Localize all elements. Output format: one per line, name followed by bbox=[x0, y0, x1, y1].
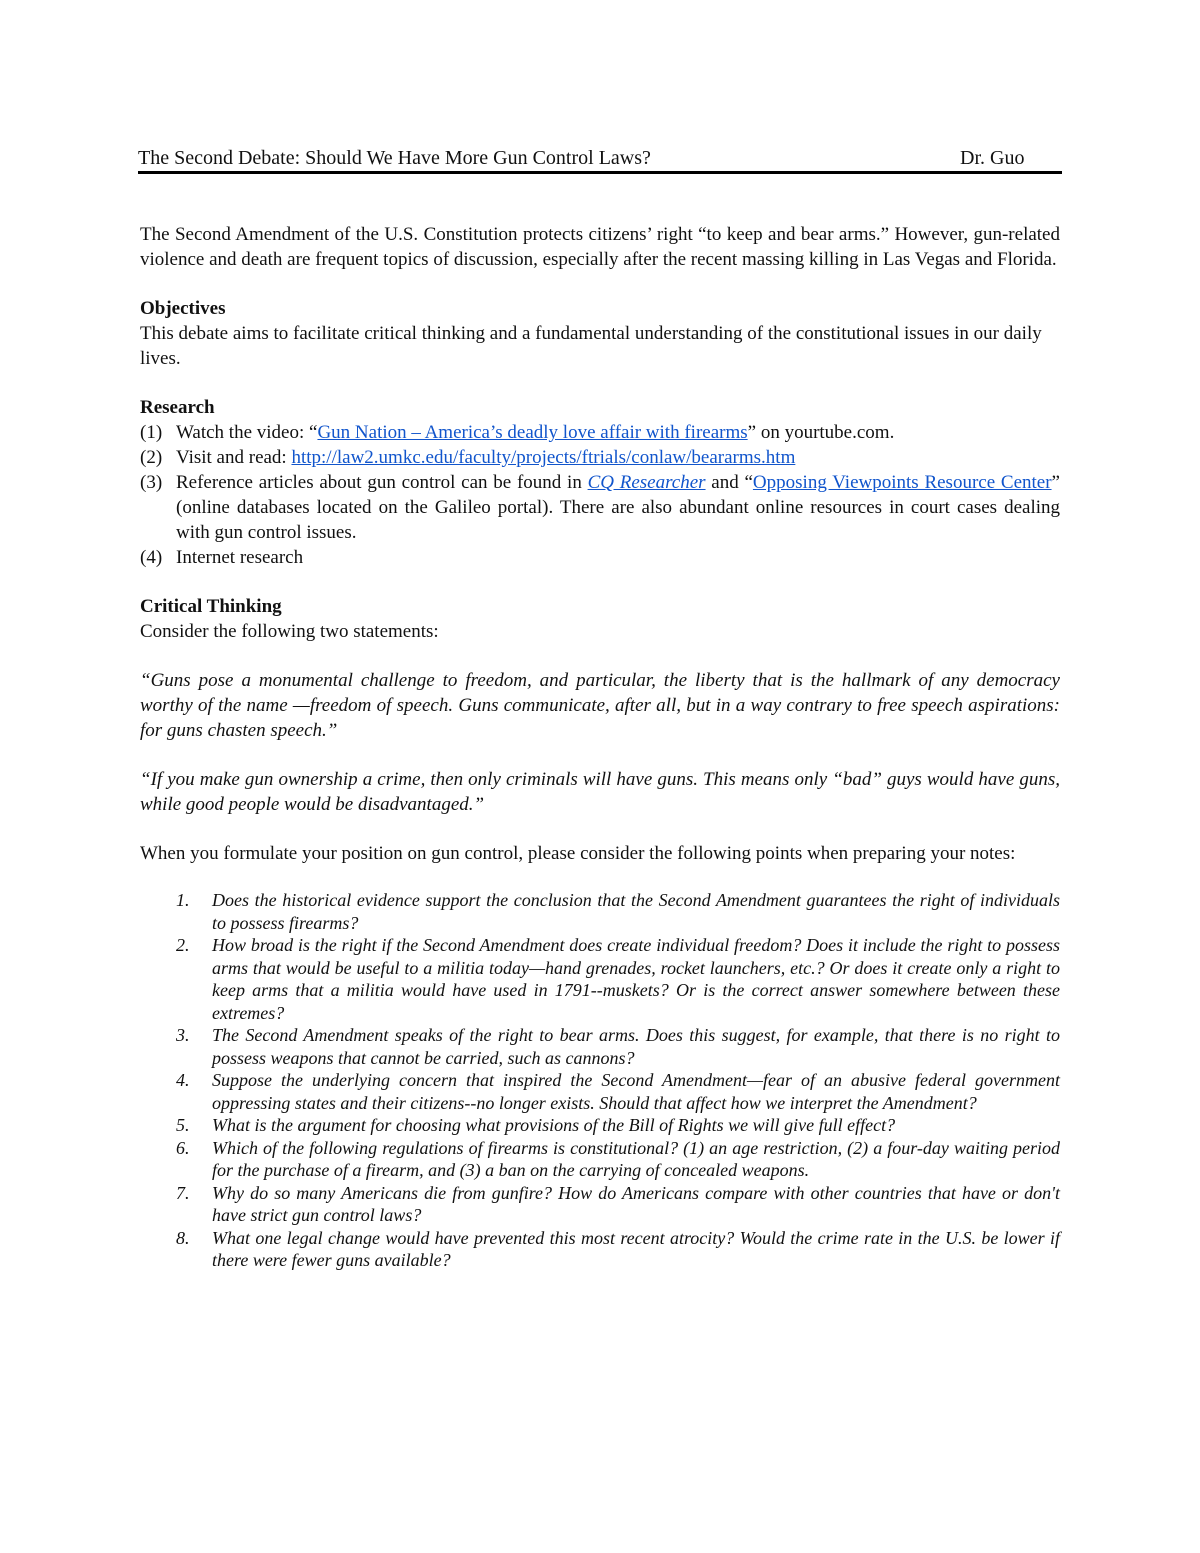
question-number: 4. bbox=[176, 1070, 190, 1090]
question-number: 6. bbox=[176, 1137, 190, 1158]
question-item bbox=[140, 1182, 1060, 1227]
question-text: Which of the following regulations of firearms is constitutional? (1) an age restriction, (2) a four-day waiting period for the purchase of a firearm, and (3) a ban on the carrying of concealed weapons. bbox=[212, 1137, 1060, 1180]
question-text: Does the historical evidence support the conclusion that the Second Amendment guarantees the right of individuals to possess firearms? bbox=[212, 890, 1060, 933]
question-text: What is the argument for choosing what provisions of the Bill of Rights we will give full effect? bbox=[212, 1115, 896, 1135]
question-number: 2. bbox=[176, 935, 190, 955]
page-header bbox=[138, 145, 1062, 174]
questions-list bbox=[140, 889, 1060, 1272]
research-heading: Research bbox=[140, 397, 215, 418]
document-body bbox=[140, 222, 1060, 1272]
critical-thinking-lead: Consider the following two statements: bbox=[140, 621, 439, 642]
umkc-beararms-link[interactable]: http://law2.umkc.edu/faculty/projects/ftrials/conlaw/beararms.htm bbox=[291, 447, 796, 468]
research-list bbox=[140, 420, 1060, 570]
quote-1: “Guns pose a monumental challenge to freedom, and particular, the liberty that is the hallmark of any democracy worthy of the name —freedom of speech. Guns communicate, after all, but in a way contrary to free speech aspirations: for guns chasten speech.” bbox=[140, 670, 1060, 741]
question-text: The Second Amendment speaks of the right to bear arms. Does this suggest, for example, that there is no right to possess weapons that cannot be carried, such as cannons? bbox=[212, 1025, 1060, 1068]
question-item bbox=[140, 1114, 1060, 1137]
research-item-4 bbox=[140, 545, 1060, 570]
research-item-text: Internet research bbox=[176, 547, 304, 568]
question-number: 3. bbox=[176, 1025, 190, 1045]
question-item bbox=[140, 1024, 1060, 1069]
question-text: How broad is the right if the Second Amendment does create individual freedom? Does it include the right to possess arms that would be useful to a militia today—hand grenades, rocket launchers, etc.? Or does it create only a right to keep arms that a militia would have used in 1791--muskets? Or is the correct answer somewhere between these extremes? bbox=[212, 935, 1060, 1023]
opposing-viewpoints-link[interactable]: Opposing Viewpoints Resource Center bbox=[752, 472, 1052, 493]
question-item bbox=[140, 1137, 1060, 1182]
question-item bbox=[140, 934, 1060, 1024]
research-item-text: and “ bbox=[705, 472, 753, 493]
question-text: Why do so many Americans die from gunfire? How do Americans compare with other countries that have or don't have strict gun control laws? bbox=[212, 1182, 1060, 1225]
question-number: 8. bbox=[176, 1227, 190, 1248]
document-author: Dr. Guo bbox=[960, 147, 1025, 169]
question-item bbox=[140, 1227, 1060, 1272]
objectives-text: This debate aims to facilitate critical thinking and a fundamental understanding of the constitutional issues in our daily lives. bbox=[140, 323, 1042, 369]
research-item-number: (4) bbox=[140, 547, 163, 568]
research-item-number: (2) bbox=[140, 447, 163, 468]
research-item-number: (3) bbox=[140, 472, 163, 493]
question-number: 5. bbox=[176, 1115, 190, 1135]
research-item-text: Watch the video: “ bbox=[176, 422, 318, 443]
cq-researcher-link[interactable]: CQ Researcher bbox=[587, 472, 706, 493]
question-text: What one legal change would have prevented this most recent atrocity? Would the crime rate in the U.S. be lower if there were fewer guns available? bbox=[212, 1227, 1060, 1270]
research-item-text: Reference articles about gun control can be found in bbox=[176, 472, 588, 493]
intro-paragraph: The Second Amendment of the U.S. Constitution protects citizens’ right “to keep and bear arms.” However, gun-related violence and death are frequent topics of discussion, especially after the recent massing killing in Las Vegas and Florida. bbox=[140, 224, 1060, 270]
research-item-text: ” (online databases located on the Galileo portal). There are also abundant online resources in court cases dealing with gun control issues. bbox=[176, 472, 1060, 543]
research-item-3 bbox=[140, 470, 1060, 545]
critical-thinking-heading: Critical Thinking bbox=[140, 596, 282, 617]
question-item bbox=[140, 1069, 1060, 1114]
question-text: Suppose the underlying concern that inspired the Second Amendment—fear of an abusive federal government oppressing states and their citizens--no longer exists. Should that affect how we interpret the Amendment? bbox=[212, 1070, 1060, 1113]
gun-nation-video-link[interactable]: Gun Nation – America’s deadly love affair with firearms bbox=[317, 422, 748, 443]
research-item-1 bbox=[140, 420, 1060, 445]
research-item-number: (1) bbox=[140, 422, 163, 443]
document-title: The Second Debate: Should We Have More Gun Control Laws? bbox=[138, 147, 651, 169]
quote-2: “If you make gun ownership a crime, then only criminals will have guns. This means only “bad” guys would have guns, while good people would be disadvantaged.” bbox=[140, 769, 1060, 815]
objectives-heading: Objectives bbox=[140, 298, 226, 319]
formulate-paragraph: When you formulate your position on gun control, please consider the following points when preparing your notes: bbox=[140, 843, 1016, 864]
question-item bbox=[140, 889, 1060, 934]
research-item-text: ” on yourtube.com. bbox=[747, 422, 895, 443]
research-item-2 bbox=[140, 445, 1060, 470]
question-number: 1. bbox=[176, 890, 190, 910]
question-number: 7. bbox=[176, 1182, 190, 1203]
research-item-text: Visit and read: bbox=[176, 447, 292, 468]
